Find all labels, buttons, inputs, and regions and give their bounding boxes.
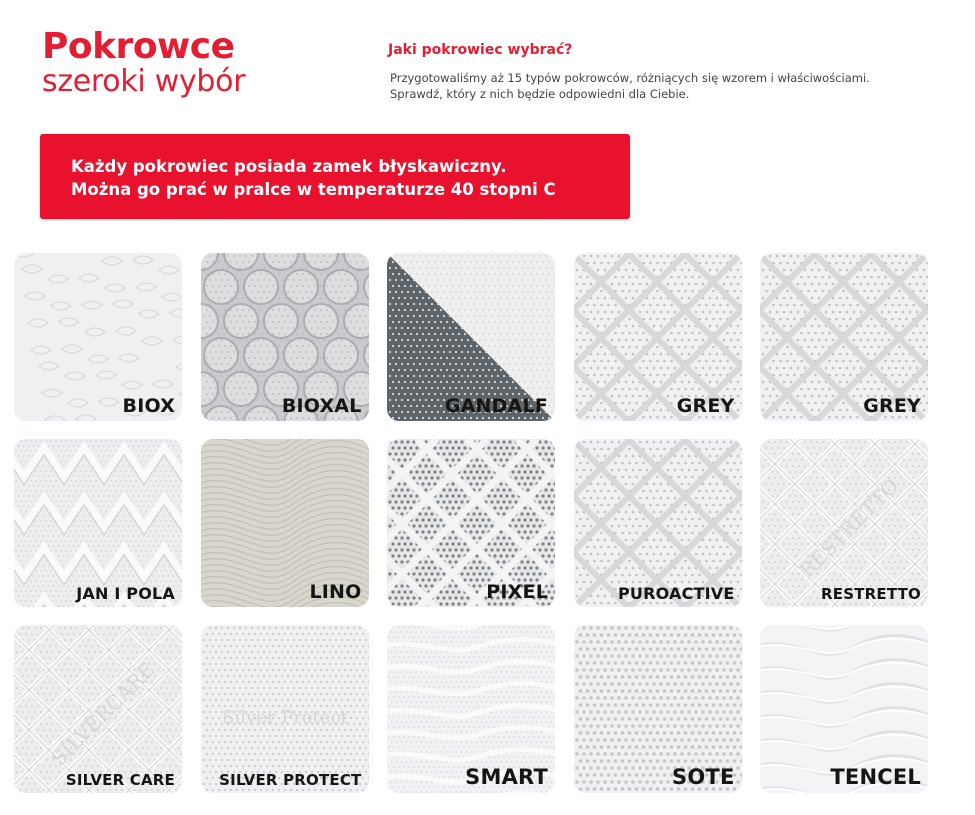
question-heading: Jaki pokrowiec wybrać? [388,42,573,58]
cover-tile-jan-i-pola[interactable] [14,439,182,607]
cover-label: BIOX [122,395,175,417]
cover-tile-restretto[interactable] [760,439,928,607]
cover-tile-puroactive[interactable] [574,439,742,607]
cover-label: PUROACTIVE [617,584,735,603]
fabric-texture [201,625,369,793]
emboss-text: SILVERCARE [46,657,160,771]
description-line: Przygotowaliśmy aż 15 typów pokrowców, różniących się wzorem i właściwościami. [390,71,870,85]
fabric-texture [574,439,742,607]
page-subtitle: szeroki wybór [42,64,246,99]
cover-label: TENCEL [830,765,921,789]
banner-line: Każdy pokrowiec posiada zamek błyskawiczny. [71,157,507,176]
cover-label: PIXEL [486,581,548,603]
cover-grid [14,253,954,793]
cover-label: GREY [863,395,921,417]
cover-tile-grey-2[interactable] [760,253,928,421]
cover-tile-sote[interactable] [574,625,742,793]
emboss-text: RESTRETTO [794,473,904,583]
page-title: Pokrowce [42,26,235,67]
cover-tile-gandalf[interactable] [387,253,555,421]
cover-label: SOTE [672,765,735,789]
cover-label: GREY [676,395,735,417]
cover-label: SILVER PROTECT [219,771,362,789]
cover-label: LINO [309,581,362,603]
info-banner [40,134,630,219]
banner-line: Można go prać w pralce w temperaturze 40 stopni C [71,180,556,199]
cover-label: BIOXAL [281,395,362,417]
emboss-text: Silver Protect [221,707,348,728]
cover-label: SILVER CARE [65,771,175,789]
cover-tile-biox[interactable] [14,253,182,421]
fabric-texture [760,439,928,607]
description-line: Sprawdź, który z nich będzie odpowiedni dla Ciebie. [390,87,690,101]
cover-tile-lino[interactable] [201,439,369,607]
cover-tile-bioxal[interactable] [201,253,369,421]
cover-tile-pixel[interactable] [387,439,555,607]
cover-tile-smart[interactable] [387,625,555,793]
cover-tile-grey-1[interactable] [574,253,742,421]
cover-tile-tencel[interactable] [760,625,928,793]
cover-label: SMART [465,765,548,789]
cover-tile-silver-care[interactable] [14,625,182,793]
description-text [390,70,910,102]
fabric-texture [14,625,182,793]
cover-label: RESTRETTO [821,585,921,603]
cover-tile-silver-protect[interactable] [201,625,369,793]
fabric-texture [14,439,182,607]
cover-label: JAN I POLA [76,584,175,603]
cover-label: GANDALF [444,395,548,417]
